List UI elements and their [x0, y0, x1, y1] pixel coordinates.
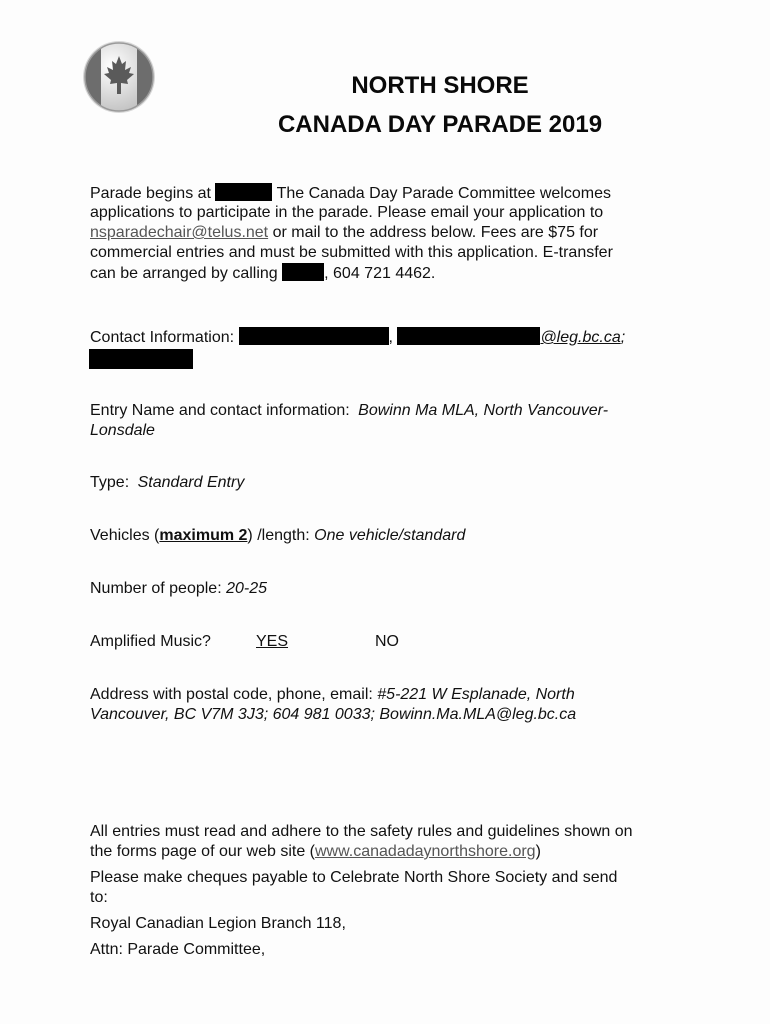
type-label: Type:	[90, 474, 130, 491]
people-value: 20-25	[226, 580, 268, 597]
intro-line-2: applications to participate in the parade. Please email your application to	[90, 204, 604, 221]
redaction-block	[89, 349, 193, 369]
attn-line: Attn: Parade Committee,	[90, 941, 266, 958]
music-yes-option: YES	[256, 633, 289, 650]
canada-flag-icon	[82, 40, 156, 114]
title-line-2: CANADA DAY PARADE 2019	[277, 111, 603, 138]
redaction-block	[397, 327, 540, 345]
type-line	[90, 473, 244, 493]
vehicles-label: Vehicles (	[90, 527, 160, 544]
intro-line-1	[90, 183, 611, 204]
entry-label: Entry Name and contact information:	[90, 402, 350, 419]
email-link[interactable]: nsparadechair@telus.net	[90, 224, 269, 241]
address-label: Address with postal code, phone, email:	[90, 686, 373, 703]
intro-text: , 604 721 4462.	[324, 265, 436, 282]
type-value: Standard Entry	[137, 474, 245, 491]
intro-line-4: commercial entries and must be submitted with this application. E-transfer	[90, 244, 613, 261]
intro-text: or mail to the address below. Fees are $75 for	[272, 224, 599, 241]
intro-line-5	[90, 263, 435, 284]
contact-comma: ,	[388, 329, 393, 346]
intro-text: The Canada Day Parade Committee welcomes	[276, 185, 611, 202]
cheque-line-2: to:	[90, 889, 108, 906]
vehicles-value: One vehicle/standard	[314, 527, 466, 544]
contact-semicolon: ;	[620, 329, 626, 346]
legion-line: Royal Canadian Legion Branch 118,	[90, 915, 346, 932]
entry-value: Bowinn Ma MLA, North Vancouver-	[358, 402, 609, 419]
intro-text: can be arranged by calling	[90, 265, 278, 282]
rules-text: the forms page of our web site (	[90, 843, 315, 860]
rules-text: )	[535, 843, 541, 860]
music-label: Amplified Music?	[90, 633, 211, 650]
address-value: #5-221 W Esplanade, North	[377, 686, 575, 703]
rules-line-1: All entries must read and adhere to the safety rules and guidelines shown on	[90, 823, 633, 840]
vehicles-label: ) /length:	[247, 527, 310, 544]
music-no-option: NO	[375, 633, 399, 650]
contact-label: Contact Information:	[90, 329, 235, 346]
address-line-2: Vancouver, BC V7M 3J3; 604 981 0033; Bowinn.Ma.MLA@leg.bc.ca	[90, 706, 577, 723]
redaction-block	[215, 183, 272, 201]
title-line-1: NORTH SHORE	[351, 72, 529, 99]
vehicles-max: maximum 2	[159, 527, 248, 544]
people-label: Number of people:	[90, 580, 222, 597]
website-link[interactable]: www.canadadaynorthshore.org	[315, 843, 536, 860]
rules-line-2	[90, 842, 541, 862]
intro-line-3	[90, 223, 598, 243]
entry-line-1	[90, 401, 608, 421]
redaction-block	[282, 263, 324, 281]
contact-line	[90, 327, 625, 348]
redaction-block	[239, 327, 389, 345]
cheque-line-1: Please make cheques payable to Celebrate North Shore Society and send	[90, 869, 618, 886]
vehicles-line	[90, 526, 465, 546]
address-line-1	[90, 685, 575, 705]
entry-line-2: Lonsdale	[90, 422, 155, 439]
contact-domain: @leg.bc.ca	[540, 329, 621, 346]
people-line	[90, 579, 267, 599]
intro-text: Parade begins at	[90, 185, 211, 202]
